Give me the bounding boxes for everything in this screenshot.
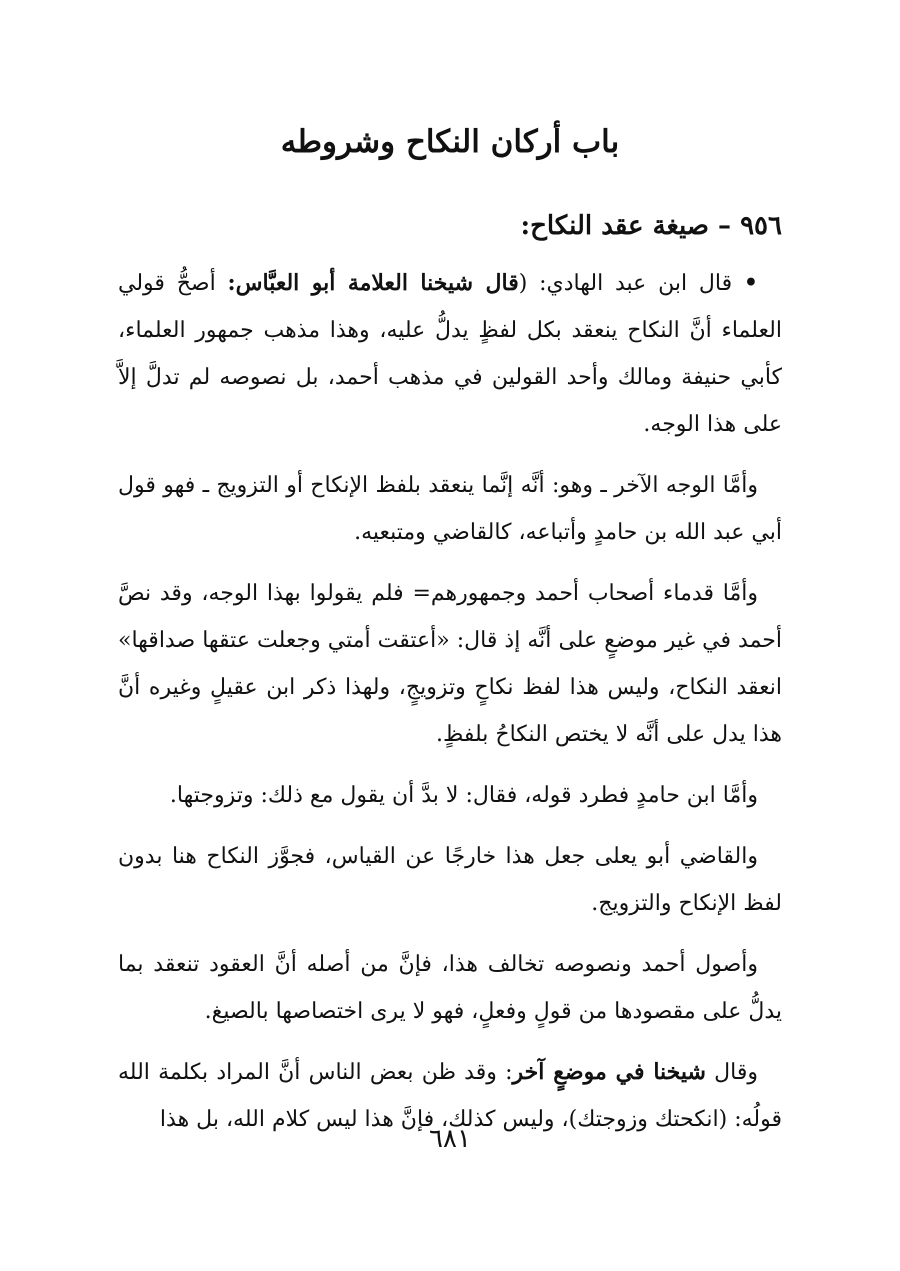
paragraph-4-text: وأمَّا ابن حامدٍ فطرد قوله، فقال: لا بدَّ أن يقول مع ذلك: وتزوجتها. [169,783,758,808]
chapter-title: باب أركان النكاح وشروطه [280,124,620,160]
book-page [118,0,782,1271]
paragraph-6-text: وأصول أحمد ونصوصه تخالف هذا، فإنَّ من أصله أنَّ العقود تنعقد بما يدلُّ على مقصودها من قولٍ وفعلٍ، فهو لا يرى اختصاصها بالصيغ. [118,952,782,1024]
page-number: ٦٨١ [429,1124,471,1154]
paragraph-7-bold: شيخنا في موضعٍ آخر [512,1059,706,1085]
section-number: ٩٥٦ [740,211,782,241]
paragraph-6 [118,941,782,1035]
paragraph-1-post: أصحُّ قولي العلماء أنَّ النكاح ينعقد بكل لفظٍ يدلُّ عليه، وهذا مذهب جمهور العلماء، كأبي حنيفة ومالك وأحد القولين في مذهب أحمد، بل نصوصه لم تدلَّ إلاَّ على هذا الوجه. [118,271,782,437]
paragraph-7-pre: وقال [705,1060,758,1085]
section-dash: – [708,211,741,241]
section-heading [521,208,783,244]
paragraph-5-text: والقاضي أبو يعلى جعل هذا خارجًا عن القياس، فجوَّز النكاح هنا بدون لفظ الإنكاح والتزويج. [118,844,782,916]
paragraph-1 [118,260,782,448]
body-text [118,260,782,1157]
paragraph-5 [118,833,782,927]
paragraph-4 [118,772,782,819]
paragraph-2 [118,462,782,556]
paragraph-2-text: وأمَّا الوجه الآخر ـ وهو: أنَّه إنَّما ينعقد بلفظ الإنكاح أو التزويج ـ فهو قول أبي عبد الله بن حامدٍ وأتباعه، كالقاضي ومتبعيه. [118,473,782,545]
section-title: صيغة عقد النكاح: [520,211,709,241]
paragraph-3 [118,570,782,758]
bullet-icon: • [743,270,758,296]
paragraph-3-text: وأمَّا قدماء أصحاب أحمد وجمهورهم= فلم يقولوا بهذا الوجه، وقد نصَّ أحمد في غير موضعٍ على أنَّه إذ قال: «أعتقت أمتي وجعلت عتقها صداقها» انعقد النكاح، وليس هذا لفظ نكاحٍ وتزويجٍ، ولهذا ذكر ابن عقيلٍ وغيره أنَّ هذا يدل على أنَّه لا يختص النكاحُ بلفظٍ. [118,581,782,747]
paragraph-1-bold: قال شيخنا العلامة أبو العبَّاس: [227,270,519,296]
paragraph-7-post: : وقد ظن بعض الناس أنَّ المراد بكلمة الله قولُه: (انكحتك وزوجتك)، وليس كذلك، فإنَّ هذا ليس كلام الله، بل هذا [118,1060,782,1132]
paragraph-1-pre: قال ابن عبد الهادي: ( [518,271,733,296]
